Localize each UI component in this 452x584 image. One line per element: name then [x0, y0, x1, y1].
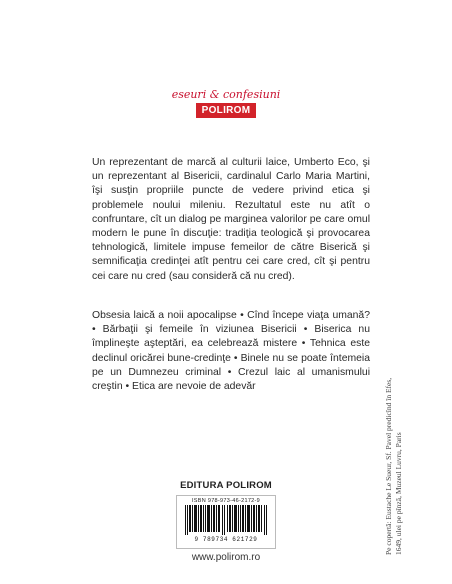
website-link[interactable]: www.polirom.ro: [191, 552, 261, 563]
publisher-badge: POLIROM: [196, 103, 256, 118]
series-label: eseuri & confesiuni: [171, 88, 281, 101]
footer: [0, 480, 452, 563]
blurb-paragraph-1: Un reprezentant de marcă al culturii laice, Umberto Eco, şi un reprezentant al Bisericii, cardinalul Carlo Maria Martini, îşi susţin propriile puncte de vedere privind etica şi problemele noului mileniu. Rezultatul este nu atît o confruntare, cît un dialog pe marginea valorilor pe care omul modern le pune în discuţie: tradiţia teologică şi provocarea tehnologică, limitele impuse femeilor de către Biserică şi semnificaţia credinţei atît pentru cei care cred, cît şi pentru cei care nu cred (sau consideră că nu cred).: [92, 157, 370, 282]
isbn-barcode-box: [176, 495, 276, 549]
isbn-text: ISBN 978-973-46-2172-9: [191, 498, 261, 504]
publisher-imprint: EDITURA POLIROM: [180, 480, 272, 491]
cover-credit-line-2: 1649, ulei pe pînză, Muzeul Luvru, Paris: [394, 432, 403, 555]
blurb-paragraph-2: Obsesia laică a noii apocalipse • Cînd începe viaţa umană? • Bărbaţii şi femeile în viziunea Bisericii • Biserica nu împlineşte aşteptări, ea celebrează mistere • Tehnica este declinul oricărei bune-credinţe • Binele nu se poate întemeia pe un Dumnezeu criminal • Crezul laic al umanismului creştin • Etica are nevoie de adevăr: [92, 310, 370, 393]
cover-credit-line-1: Pe copertă: Eustache Le Sueur, Sf. Pavel predicînd în Efes,: [384, 377, 393, 555]
barcode-icon: [184, 505, 268, 535]
barcode-digits: 9 789734 621729: [194, 536, 258, 543]
